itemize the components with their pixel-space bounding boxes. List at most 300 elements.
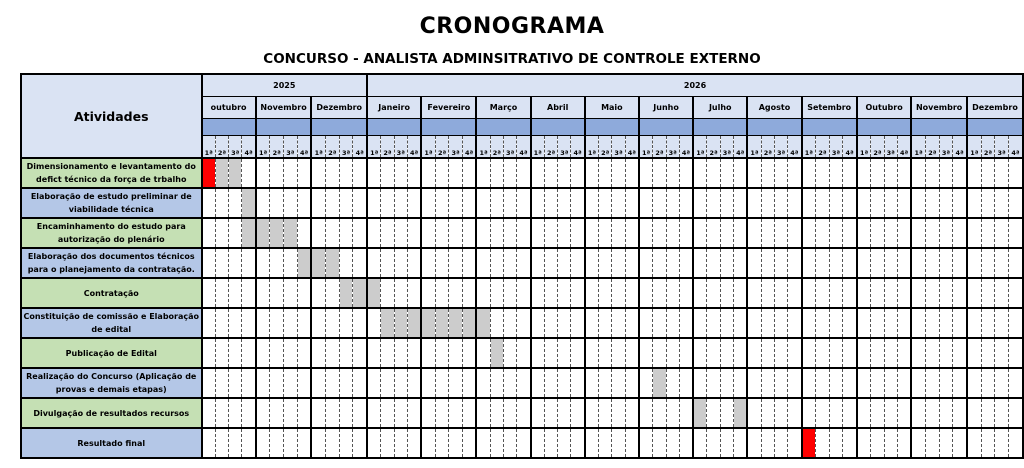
week-cell: [666, 278, 679, 308]
week-cell: [1008, 278, 1023, 308]
week-cell: [544, 368, 557, 398]
week-cell: [871, 218, 884, 248]
scheduled-cell: [339, 278, 353, 308]
week-cell: [939, 248, 953, 278]
week-cell: [981, 368, 995, 398]
week-cell: [435, 428, 449, 458]
week-cell: [449, 338, 463, 368]
activity-row: [21, 158, 1023, 188]
week-cell: [884, 308, 897, 338]
week-header: 2ª: [490, 136, 503, 159]
week-cell: [435, 398, 449, 428]
week-cell: [490, 368, 503, 398]
month-header: Janeiro: [367, 97, 421, 119]
week-cell: [229, 338, 242, 368]
week-cell: [215, 278, 228, 308]
week-cell: [871, 308, 884, 338]
week-header: 1ª: [421, 136, 435, 159]
week-cell: [339, 218, 353, 248]
week-cell: [585, 308, 599, 338]
week-cell: [504, 218, 517, 248]
week-cell: [297, 188, 311, 218]
scheduled-cell: [381, 308, 394, 338]
week-cell: [788, 188, 802, 218]
week-cell: [558, 338, 571, 368]
activity-row: [21, 428, 1023, 458]
week-cell: [407, 188, 421, 218]
week-cell: [843, 428, 857, 458]
week-cell: [339, 338, 353, 368]
week-cell: [435, 188, 449, 218]
week-cell: [981, 428, 995, 458]
week-cell: [544, 308, 557, 338]
week-cell: [747, 398, 761, 428]
week-cell: [599, 398, 612, 428]
week-cell: [939, 428, 953, 458]
week-cell: [462, 278, 476, 308]
week-cell: [449, 368, 463, 398]
milestone-cell: [202, 158, 216, 188]
week-header: 1ª: [311, 136, 325, 159]
week-cell: [761, 248, 774, 278]
week-cell: [897, 218, 911, 248]
week-cell: [202, 278, 216, 308]
week-cell: [666, 308, 679, 338]
week-cell: [270, 248, 284, 278]
week-header: 3ª: [995, 136, 1009, 159]
week-cell: [761, 218, 774, 248]
week-cell: [666, 338, 679, 368]
week-cell: [544, 278, 557, 308]
scheduled-cell: [490, 338, 503, 368]
scheduled-cell: [242, 218, 256, 248]
week-cell: [490, 218, 503, 248]
week-cell: [311, 218, 325, 248]
week-header: 3ª: [829, 136, 843, 159]
week-cell: [679, 188, 693, 218]
week-cell: [953, 428, 967, 458]
week-header: 4ª: [1008, 136, 1023, 159]
week-cell: [517, 368, 531, 398]
week-header: 1ª: [639, 136, 653, 159]
week-cell: [707, 218, 720, 248]
week-cell: [707, 338, 720, 368]
week-cell: [256, 248, 270, 278]
week-cell: [679, 398, 693, 428]
week-cell: [531, 368, 545, 398]
month-header: Agosto: [747, 97, 801, 119]
week-cell: [462, 218, 476, 248]
week-cell: [693, 428, 707, 458]
week-cell: [816, 398, 830, 428]
week-cell: [517, 338, 531, 368]
week-cell: [720, 338, 733, 368]
week-cell: [558, 398, 571, 428]
scheduled-cell: [270, 218, 284, 248]
week-cell: [326, 158, 340, 188]
week-cell: [339, 158, 353, 188]
activity-row: [21, 398, 1023, 428]
week-cell: [720, 158, 733, 188]
week-cell: [284, 158, 298, 188]
week-cell: [297, 158, 311, 188]
week-cell: [666, 218, 679, 248]
week-cell: [571, 368, 585, 398]
week-cell: [367, 158, 381, 188]
week-cell: [242, 278, 256, 308]
week-header: 4ª: [953, 136, 967, 159]
week-cell: [693, 218, 707, 248]
week-cell: [612, 338, 625, 368]
scheduled-cell: [229, 158, 242, 188]
week-cell: [774, 278, 787, 308]
week-cell: [311, 428, 325, 458]
week-cell: [897, 158, 911, 188]
week-cell: [242, 308, 256, 338]
page-title: CRONOGRAMA: [419, 14, 605, 39]
week-cell: [421, 338, 435, 368]
week-cell: [449, 278, 463, 308]
week-cell: [284, 368, 298, 398]
week-cell: [734, 338, 748, 368]
week-cell: [544, 218, 557, 248]
week-cell: [517, 218, 531, 248]
week-cell: [367, 308, 381, 338]
week-cell: [381, 338, 394, 368]
week-header: 3ª: [666, 136, 679, 159]
week-cell: [995, 338, 1009, 368]
week-cell: [490, 248, 503, 278]
week-cell: [339, 368, 353, 398]
week-cell: [1008, 338, 1023, 368]
month-header: Fevereiro: [421, 97, 476, 119]
week-cell: [326, 368, 340, 398]
week-header: 2ª: [816, 136, 830, 159]
week-cell: [421, 158, 435, 188]
week-cell: [925, 248, 939, 278]
week-cell: [761, 158, 774, 188]
week-cell: [407, 278, 421, 308]
week-cell: [829, 428, 843, 458]
week-cell: [242, 248, 256, 278]
week-cell: [693, 278, 707, 308]
week-cell: [871, 278, 884, 308]
week-cell: [517, 158, 531, 188]
week-cell: [693, 188, 707, 218]
week-cell: [843, 158, 857, 188]
week-cell: [925, 218, 939, 248]
week-header: 1ª: [367, 136, 381, 159]
week-cell: [215, 218, 228, 248]
week-cell: [504, 368, 517, 398]
week-cell: [571, 188, 585, 218]
week-cell: [421, 188, 435, 218]
week-cell: [967, 428, 981, 458]
month-band: [911, 119, 967, 136]
week-cell: [625, 278, 639, 308]
week-cell: [202, 368, 216, 398]
scheduled-cell: [297, 248, 311, 278]
milestone-cell: [802, 428, 816, 458]
week-cell: [707, 368, 720, 398]
week-cell: [666, 428, 679, 458]
week-cell: [707, 428, 720, 458]
week-cell: [843, 398, 857, 428]
week-cell: [585, 368, 599, 398]
week-cell: [297, 338, 311, 368]
week-cell: [394, 218, 407, 248]
scheduled-cell: [693, 398, 707, 428]
week-cell: [857, 188, 871, 218]
week-cell: [720, 248, 733, 278]
week-cell: [788, 278, 802, 308]
week-cell: [967, 338, 981, 368]
week-header: 2ª: [925, 136, 939, 159]
week-cell: [558, 218, 571, 248]
scheduled-cell: [449, 308, 463, 338]
month-band: [367, 119, 421, 136]
week-cell: [625, 158, 639, 188]
week-cell: [462, 368, 476, 398]
week-cell: [653, 308, 666, 338]
scheduled-cell: [311, 248, 325, 278]
week-cell: [788, 338, 802, 368]
week-cell: [435, 218, 449, 248]
week-header: 4ª: [843, 136, 857, 159]
week-cell: [802, 308, 816, 338]
week-cell: [421, 218, 435, 248]
week-cell: [747, 248, 761, 278]
week-cell: [585, 428, 599, 458]
week-cell: [625, 428, 639, 458]
month-band: [693, 119, 747, 136]
week-cell: [707, 398, 720, 428]
week-cell: [270, 188, 284, 218]
week-header: 4ª: [407, 136, 421, 159]
week-cell: [939, 218, 953, 248]
week-cell: [911, 398, 925, 428]
week-cell: [747, 338, 761, 368]
week-cell: [829, 368, 843, 398]
month-band: [311, 119, 367, 136]
activity-label: Resultado final: [21, 428, 202, 458]
week-cell: [504, 248, 517, 278]
week-cell: [911, 338, 925, 368]
week-cell: [884, 398, 897, 428]
week-cell: [897, 368, 911, 398]
week-cell: [939, 278, 953, 308]
week-cell: [202, 188, 216, 218]
week-cell: [599, 278, 612, 308]
week-cell: [612, 428, 625, 458]
week-cell: [857, 248, 871, 278]
week-cell: [734, 368, 748, 398]
week-cell: [707, 188, 720, 218]
week-cell: [571, 308, 585, 338]
week-cell: [558, 248, 571, 278]
week-cell: [215, 308, 228, 338]
week-cell: [558, 278, 571, 308]
week-cell: [653, 278, 666, 308]
week-cell: [517, 278, 531, 308]
week-cell: [270, 338, 284, 368]
week-cell: [774, 218, 787, 248]
week-cell: [202, 218, 216, 248]
week-cell: [476, 368, 490, 398]
scheduled-cell: [215, 158, 228, 188]
week-cell: [571, 428, 585, 458]
week-cell: [816, 188, 830, 218]
week-cell: [544, 428, 557, 458]
gantt-table: [20, 73, 1024, 459]
week-cell: [544, 398, 557, 428]
week-cell: [571, 248, 585, 278]
week-cell: [394, 248, 407, 278]
activity-label: Elaboração de estudo preliminar de viabilidade técnica: [21, 188, 202, 218]
week-cell: [367, 368, 381, 398]
scheduled-cell: [407, 308, 421, 338]
week-cell: [1008, 398, 1023, 428]
week-cell: [476, 188, 490, 218]
week-cell: [531, 428, 545, 458]
week-cell: [897, 428, 911, 458]
week-header: 4ª: [897, 136, 911, 159]
week-cell: [761, 368, 774, 398]
activity-row: [21, 188, 1023, 218]
week-cell: [229, 428, 242, 458]
week-cell: [311, 368, 325, 398]
week-cell: [925, 368, 939, 398]
week-cell: [270, 158, 284, 188]
week-cell: [693, 368, 707, 398]
week-cell: [816, 158, 830, 188]
month-header: Julho: [693, 97, 747, 119]
week-cell: [747, 368, 761, 398]
activity-label: Constituição de comissão e Elaboração de edital: [21, 308, 202, 338]
week-cell: [911, 218, 925, 248]
week-cell: [720, 278, 733, 308]
week-cell: [612, 368, 625, 398]
week-cell: [653, 218, 666, 248]
week-cell: [242, 338, 256, 368]
month-band: [476, 119, 530, 136]
week-cell: [242, 368, 256, 398]
week-cell: [967, 308, 981, 338]
week-header: 2ª: [270, 136, 284, 159]
week-cell: [829, 218, 843, 248]
week-cell: [625, 188, 639, 218]
week-cell: [747, 158, 761, 188]
week-cell: [229, 308, 242, 338]
week-cell: [843, 308, 857, 338]
week-cell: [788, 218, 802, 248]
week-cell: [829, 398, 843, 428]
week-cell: [394, 278, 407, 308]
week-cell: [995, 218, 1009, 248]
week-cell: [857, 278, 871, 308]
week-cell: [995, 308, 1009, 338]
week-cell: [857, 428, 871, 458]
week-cell: [761, 428, 774, 458]
week-cell: [449, 158, 463, 188]
week-cell: [829, 158, 843, 188]
week-cell: [353, 338, 367, 368]
week-cell: [476, 158, 490, 188]
week-cell: [517, 398, 531, 428]
week-cell: [816, 278, 830, 308]
week-cell: [490, 428, 503, 458]
week-cell: [843, 248, 857, 278]
week-header: 3ª: [229, 136, 242, 159]
week-cell: [558, 158, 571, 188]
week-cell: [871, 398, 884, 428]
week-cell: [734, 308, 748, 338]
week-cell: [612, 218, 625, 248]
week-header: 3ª: [612, 136, 625, 159]
week-cell: [981, 248, 995, 278]
week-cell: [720, 218, 733, 248]
month-header: Junho: [639, 97, 693, 119]
week-cell: [504, 308, 517, 338]
week-cell: [734, 428, 748, 458]
week-cell: [202, 308, 216, 338]
week-cell: [449, 248, 463, 278]
week-cell: [504, 398, 517, 428]
week-cell: [531, 158, 545, 188]
week-cell: [967, 398, 981, 428]
week-header: 1ª: [911, 136, 925, 159]
week-cell: [256, 338, 270, 368]
week-cell: [897, 278, 911, 308]
week-cell: [531, 278, 545, 308]
week-cell: [884, 368, 897, 398]
week-cell: [761, 188, 774, 218]
week-cell: [421, 368, 435, 398]
week-cell: [229, 218, 242, 248]
week-cell: [925, 338, 939, 368]
week-cell: [761, 338, 774, 368]
week-cell: [925, 188, 939, 218]
week-header: 2ª: [707, 136, 720, 159]
week-cell: [326, 188, 340, 218]
week-cell: [995, 158, 1009, 188]
month-band: [531, 119, 585, 136]
week-cell: [693, 338, 707, 368]
week-cell: [612, 188, 625, 218]
week-cell: [462, 158, 476, 188]
week-cell: [599, 248, 612, 278]
week-cell: [381, 188, 394, 218]
scheduled-cell: [421, 308, 435, 338]
week-cell: [367, 338, 381, 368]
activity-label: Realização do Concurso (Aplicação de provas e demais etapas): [21, 368, 202, 398]
month-header: Novembro: [256, 97, 312, 119]
week-cell: [381, 248, 394, 278]
week-cell: [816, 368, 830, 398]
week-header: 2ª: [435, 136, 449, 159]
month-header: Maio: [585, 97, 639, 119]
week-cell: [734, 278, 748, 308]
week-cell: [911, 278, 925, 308]
week-cell: [1008, 218, 1023, 248]
week-cell: [311, 308, 325, 338]
week-cell: [504, 338, 517, 368]
activity-label: Publicação de Edital: [21, 338, 202, 368]
week-cell: [421, 398, 435, 428]
week-cell: [256, 278, 270, 308]
week-header: 1ª: [202, 136, 216, 159]
week-cell: [490, 188, 503, 218]
